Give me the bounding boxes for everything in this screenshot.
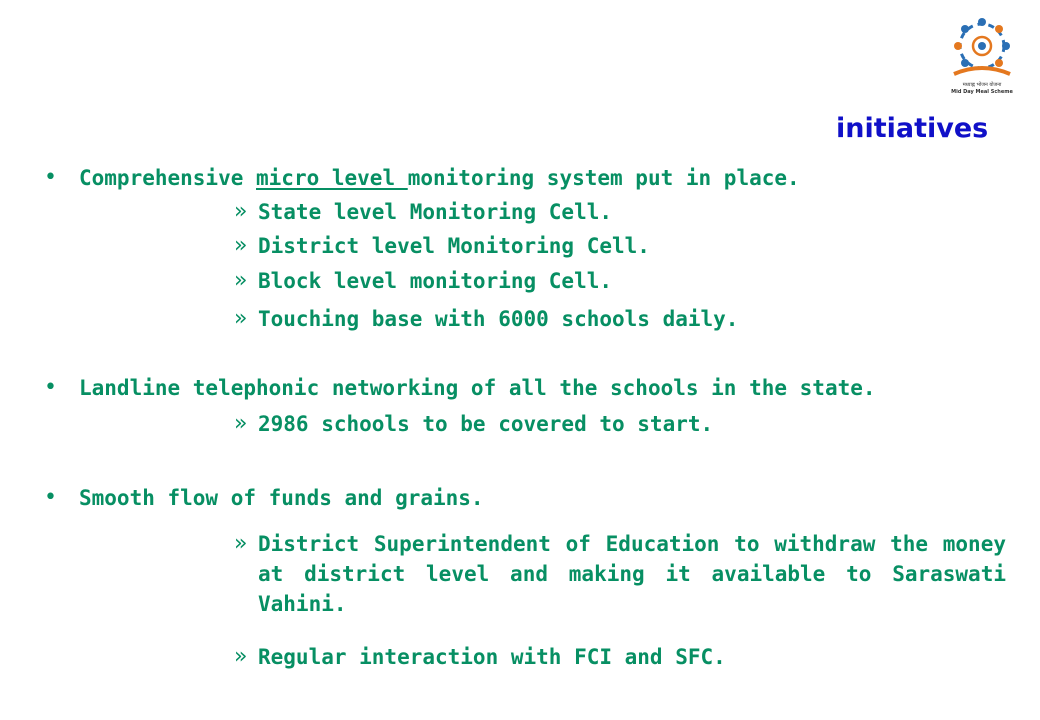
section-2-lead: Landline telephonic networking of all the schools in the state.: [79, 376, 876, 400]
sub-marker: »: [234, 306, 248, 331]
section-3-sub-1: District Superintendent of Education to withdraw the money at district level and making it available to Saraswati Vahini.: [258, 532, 1006, 616]
section-3-lead: Smooth flow of funds and grains.: [79, 486, 484, 510]
section-1-lead-pre: Comprehensive: [79, 166, 257, 190]
sub-marker: »: [234, 199, 248, 224]
section-2-sub-1: 2986 schools to be covered to start.: [258, 412, 714, 436]
logo-caption-english: Mid Day Meal Scheme: [951, 89, 1013, 95]
section-1-lead-post: monitoring system put in place.: [407, 166, 800, 190]
bullet-3: •: [44, 485, 57, 510]
section-1-sub-3: Block level monitoring Cell.: [258, 269, 613, 293]
section-3-sub-2: Regular interaction with FCI and SFC.: [258, 645, 726, 669]
section-1-sub-4: Touching base with 6000 schools daily.: [258, 307, 739, 331]
sub-marker: »: [234, 411, 248, 436]
logo-caption-hindi: मध्याह्न भोजन योजना: [962, 82, 1002, 88]
bullet-2: •: [44, 375, 57, 400]
section-1-lead: [79, 163, 800, 193]
page-title: initiatives: [836, 113, 989, 144]
section-1-sub-1: State level Monitoring Cell.: [258, 200, 613, 224]
sub-marker: »: [234, 644, 248, 669]
section-1-lead-underlined: micro level: [256, 166, 408, 190]
sub-marker: »: [234, 268, 248, 293]
bullet-1: •: [44, 165, 57, 190]
section-1-sub-2: District level Monitoring Cell.: [258, 234, 650, 258]
sub-marker: »: [234, 233, 248, 258]
sub-marker: »: [234, 531, 248, 556]
